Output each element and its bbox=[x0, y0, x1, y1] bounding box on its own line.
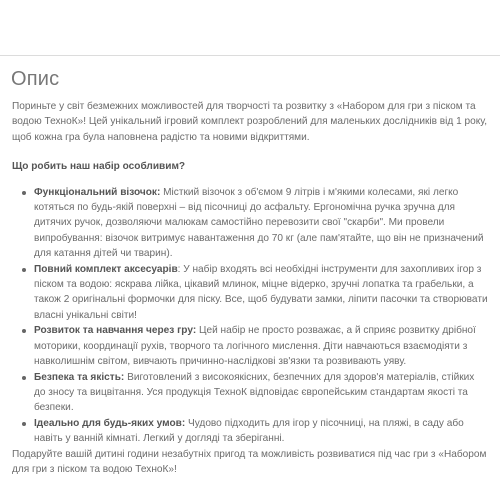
bullet-icon bbox=[22, 376, 26, 380]
section-title: Опис bbox=[11, 68, 60, 90]
feature-heading: Повний комплект аксесуарів bbox=[34, 263, 178, 275]
feature-heading: Функціональний візочок: bbox=[34, 186, 161, 198]
feature-text: Місткий візочок з об'ємом 9 літрів і м'якими колесами, які легко котяться по будь-якій поверхні – від пісочниці до асфальту. Ергономічна ручка зручна для дитячих ручок, дозволяючи малюкам самостійно перевозити свої "скарби". Ми провели випробування: візочок витримує навантаження до 70 кг (але пам'ятайте, що він не призначений для катання дітей чи тварин). bbox=[34, 186, 484, 260]
description-content bbox=[12, 99, 488, 477]
feature-item bbox=[12, 323, 488, 369]
intro-paragraph: Пориньте у світ безмежних можливостей для творчості та розвитку з «Набором для гри з піском та водою ТехноК»! Цей унікальний ігровий комплект розроблений для маленьких дослідників від 1 року, щоб кожна гра була наповнена радістю та новими відкриттями. bbox=[12, 101, 488, 143]
bullet-icon bbox=[22, 422, 26, 426]
feature-text: : У набір входять всі необхідні інструменти для захопливих ігор з піском та водою: яскрава лійка, цікавий млинок, міцне відерко, зручні лопатка та грабельки, а також 2 оригінальні формочки для піску. Все, щоб будувати замки, ліпити пасочки та створювати власні унікальні світи! bbox=[34, 263, 488, 321]
bullet-icon bbox=[22, 191, 26, 195]
bullet-icon bbox=[22, 329, 26, 333]
feature-text: Виготовлений з високоякісних, безпечних для здоров'я матеріалів, стійких до зносу та вицвітання. Уся продукція ТехноК відповідає європейським стандартам якості та безпеки. bbox=[34, 371, 475, 414]
bullet-icon bbox=[22, 268, 26, 272]
feature-item bbox=[12, 262, 488, 324]
feature-heading: Безпека та якість: bbox=[34, 371, 125, 383]
feature-item bbox=[12, 370, 488, 416]
feature-heading: Ідеально для будь-яких умов: bbox=[34, 417, 186, 429]
section-divider bbox=[0, 55, 500, 56]
outro-paragraph: Подаруйте вашій дитині години незабутніх пригод та можливість розвиватися під час гри з «Набором для гри з піском та водою ТехноК»! bbox=[12, 448, 487, 475]
feature-text: Чудово підходить для ігор у пісочниці, на пляжі, в саду або навіть у ванній кімнаті. Легкий у догляді та зберіганні. bbox=[34, 417, 464, 445]
feature-heading: Розвиток та навчання через гру: bbox=[34, 325, 197, 337]
features-question: Що робить наш набір особливим? bbox=[12, 161, 186, 173]
feature-text: Цей набір не просто розважає, а й сприяє розвитку дрібної моторики, координації рухів, творчого та логічного мислення. Діти навчаються взаємодіяти з навколишнім світом, вивчають причинно-наслідкові зв'язки та розвивають уяву. bbox=[34, 325, 476, 368]
feature-item bbox=[12, 185, 488, 262]
features-list bbox=[12, 185, 488, 447]
feature-item bbox=[12, 416, 488, 447]
